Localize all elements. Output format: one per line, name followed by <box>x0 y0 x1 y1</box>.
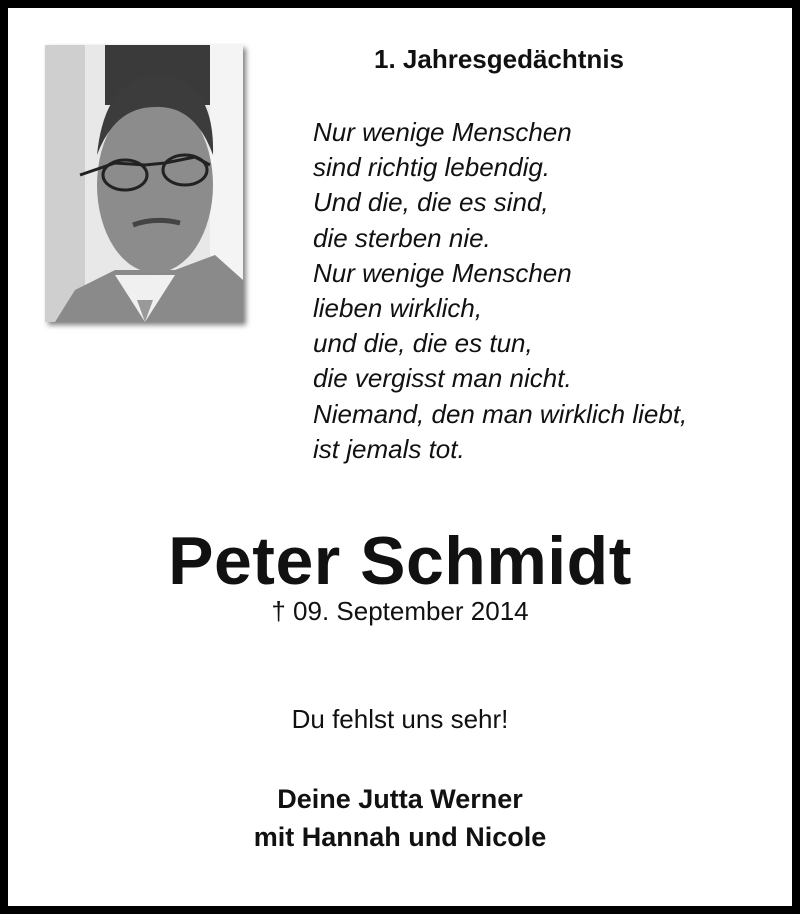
poem-line: Und die, die es sind, <box>313 187 549 218</box>
poem-line: lieben wirklich, <box>313 293 483 324</box>
signature-line: Deine Jutta Werner <box>277 784 523 814</box>
poem-line: Niemand, den man wirklich liebt, <box>313 398 688 429</box>
poem-line: Nur wenige Menschen <box>313 257 572 288</box>
signature <box>0 780 800 856</box>
poem-line: Nur wenige Menschen <box>313 117 572 147</box>
poem-line: sind richtig lebendig. <box>313 152 551 183</box>
poem-line: die sterben nie. <box>313 222 491 253</box>
poem-line: und die, die es tun, <box>313 328 533 359</box>
poem <box>313 115 687 467</box>
deceased-name: Peter Schmidt <box>168 523 632 599</box>
poem-line: die vergisst man nicht. <box>313 363 572 394</box>
anniversary-heading: 1. Jahresgedächtnis <box>374 44 624 74</box>
signature-line: mit Hannah und Nicole <box>253 822 547 852</box>
poem-line: ist jemals tot. <box>313 433 465 464</box>
message: Du fehlst uns sehr! <box>291 704 509 734</box>
death-date: † 09. September 2014 <box>271 596 529 626</box>
portrait-photo <box>45 45 243 322</box>
